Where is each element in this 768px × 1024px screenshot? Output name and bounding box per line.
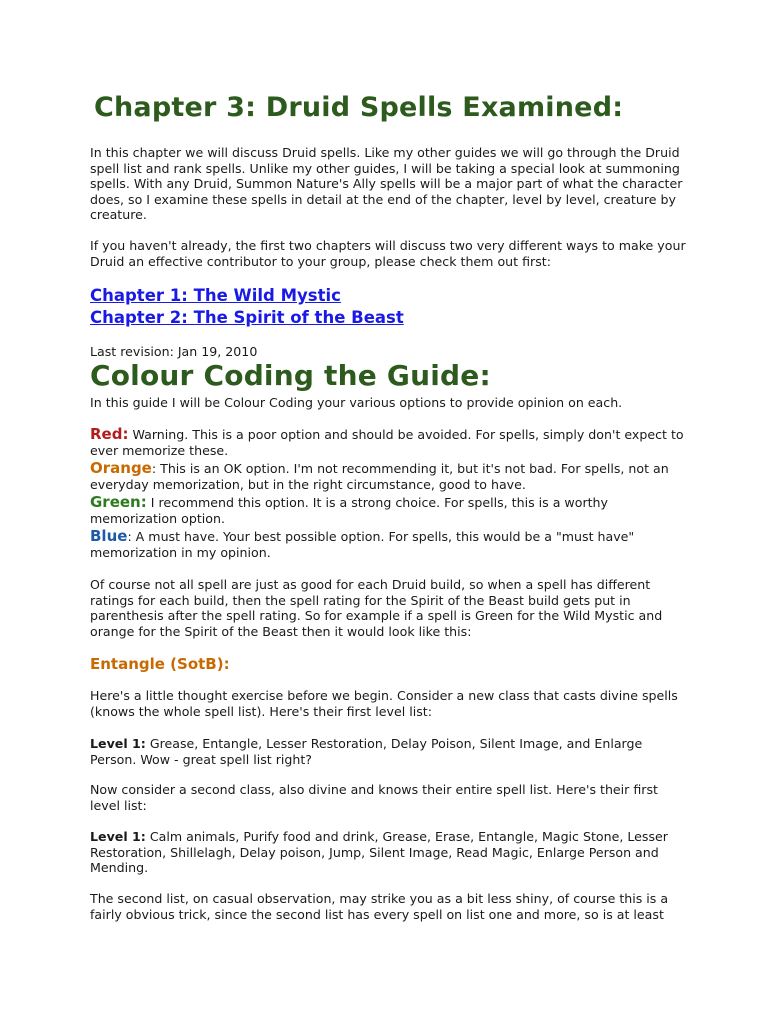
rating-key-green: Green: bbox=[90, 493, 147, 511]
chapter-title: Chapter 3: Druid Spells Examined: bbox=[94, 92, 624, 123]
second-class-paragraph: Now consider a second class, also divine and knows their entire spell list. Here's their first level list: bbox=[90, 782, 658, 813]
spell-list-2-label: Level 1: bbox=[90, 829, 146, 844]
chapter-1-link[interactable]: Chapter 1: The Wild Mystic bbox=[90, 286, 341, 305]
spell-list-1-label: Level 1: bbox=[90, 736, 146, 751]
example-spell-entangle: Entangle (SotB): bbox=[90, 655, 230, 673]
chapter-2-link[interactable]: Chapter 2: The Spirit of the Beast bbox=[90, 308, 404, 327]
rating-key-red: Red: bbox=[90, 425, 129, 443]
spell-list-1-text: Grease, Entangle, Lesser Restoration, Delay Poison, Silent Image, and Enlarge Person. Wow - great spell list right? bbox=[90, 736, 643, 767]
rating-blue bbox=[90, 529, 690, 560]
previous-chapters-paragraph: If you haven't already, the first two chapters will discuss two very different ways to make your Druid an effective contributor to your group, please check them out first: bbox=[90, 238, 686, 269]
spell-list-2 bbox=[90, 829, 690, 876]
build-paragraph: Of course not all spell are just as good for each Druid build, so when a spell has different ratings for each build, then the spell rating for the Spirit of the Beast build gets put in parenthesis after the spell rating. So for example if a spell is Green for the Wild Mystic and orange for the Spirit of the Beast then it would look like this: bbox=[90, 577, 663, 639]
rating-text-blue: : A must have. Your best possible option. For spells, this would be a "must have" memorization in my opinion. bbox=[90, 529, 635, 560]
rating-text-orange: : This is an OK option. I'm not recommending it, but it's not bad. For spells, not an everyday memorization, but in the right circumstance, good to have. bbox=[90, 461, 669, 492]
rating-key-blue: Blue bbox=[90, 527, 128, 545]
rating-key-orange: Orange bbox=[90, 459, 152, 477]
spell-list-2-text: Calm animals, Purify food and drink, Grease, Erase, Entangle, Magic Stone, Lesser Restoration, Shillelagh, Delay poison, Jump, Silent Image, Read Magic, Enlarge Person and Mending. bbox=[90, 829, 668, 875]
rating-green bbox=[90, 495, 690, 526]
rating-red bbox=[90, 427, 690, 458]
rating-text-green: I recommend this option. It is a strong choice. For spells, this is a worthy memorization option. bbox=[90, 495, 608, 526]
rating-text-red: Warning. This is a poor option and should be avoided. For spells, simply don't expect to ever memorize these. bbox=[90, 427, 684, 458]
exercise-intro: Here's a little thought exercise before we begin. Consider a new class that casts divine spells (knows the whole spell list). Here's their first level list: bbox=[90, 688, 678, 719]
colour-coding-title: Colour Coding the Guide: bbox=[90, 359, 491, 392]
spell-list-1 bbox=[90, 736, 690, 767]
last-revision: Last revision: Jan 19, 2010 bbox=[90, 344, 258, 359]
intro-paragraph: In this chapter we will discuss Druid spells. Like my other guides we will go through the Druid spell list and rank spells. Unlike my other guides, I will be taking a special look at summoning spells. With any Druid, Summon Nature's Ally spells will be a major part of what the character does, so I examine these spells in detail at the end of the chapter, level by level, creature by creature. bbox=[90, 145, 683, 222]
rating-orange bbox=[90, 461, 690, 492]
colour-coding-intro: In this guide I will be Colour Coding your various options to provide opinion on each. bbox=[90, 395, 623, 410]
closing-paragraph: The second list, on casual observation, may strike you as a bit less shiny, of course this is a fairly obvious trick, since the second list has every spell on list one and more, so is at least bbox=[90, 891, 669, 922]
